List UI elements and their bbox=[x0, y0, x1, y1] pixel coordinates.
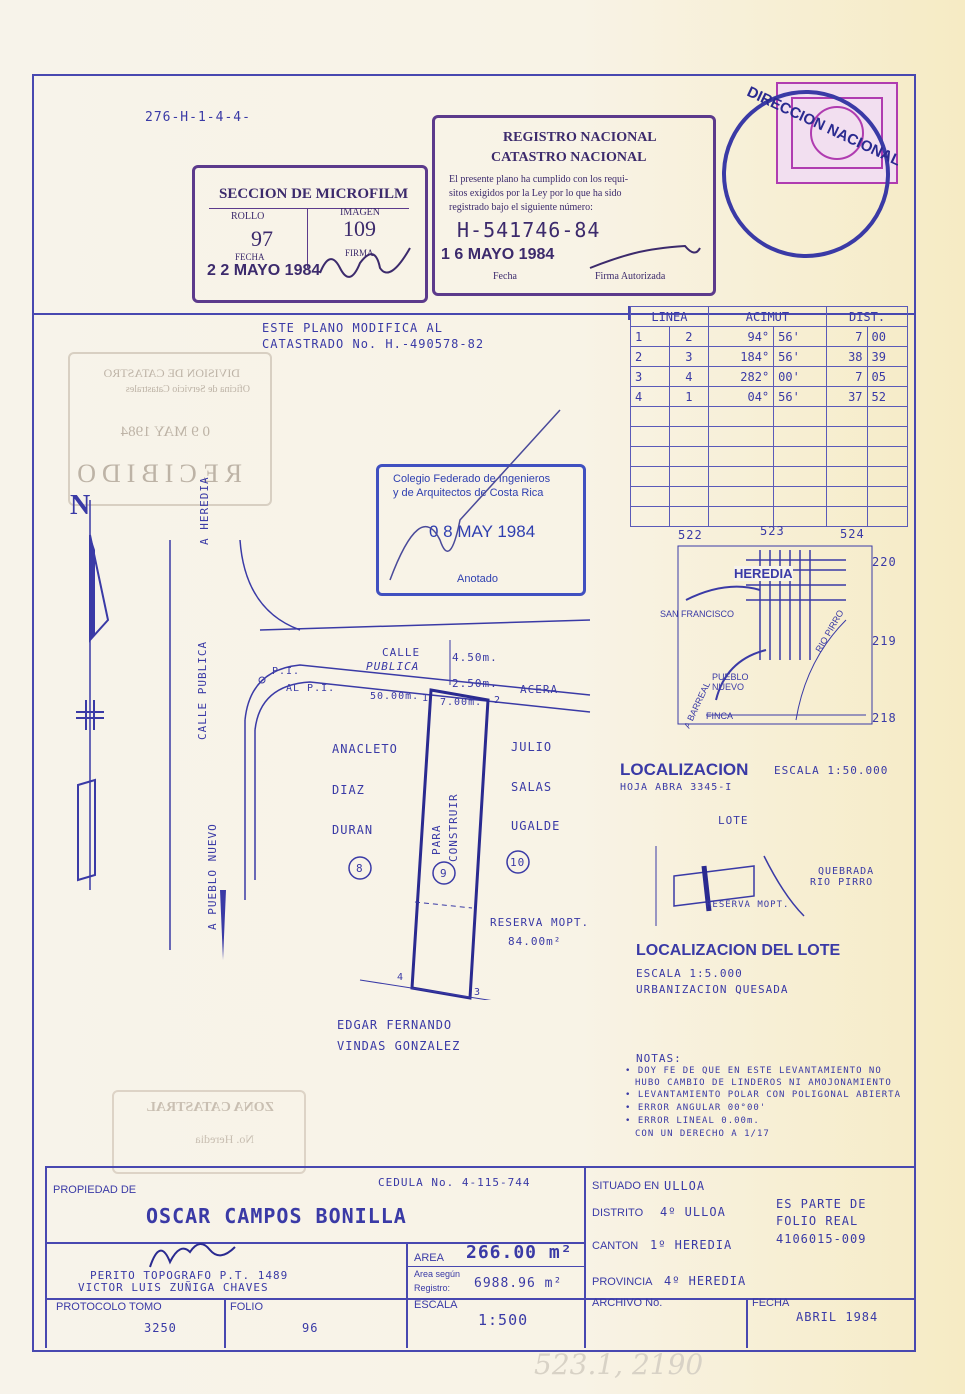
localizacion-title: LOCALIZACION bbox=[620, 760, 749, 779]
registro-stamp: REGISTRO NACIONAL CATASTRO NACIONAL El presente plano ha cumplido con los requi- sitos exigidos por la Ley por lo que ha sido registrado bajo el siguiente número: H-541746-84 1 6 MAYO 1984 Fecha Firma Autorizada bbox=[432, 115, 716, 296]
table-row: 1 2 94° 56' 7 00 bbox=[631, 327, 908, 347]
seal-text: DIRECCION NACIONAL bbox=[744, 83, 904, 170]
colegio-stamp: Colegio Federado de Ingenieros y de Arquitectos de Costa Rica 0 8 MAY 1984 Anotado bbox=[376, 464, 586, 596]
microfilm-title: SECCION DE MICROFILM bbox=[219, 186, 409, 202]
microfilm-signature-icon bbox=[315, 238, 415, 288]
owner-name: OSCAR CAMPOS BONILLA bbox=[146, 1204, 407, 1228]
lote-location-title: LOCALIZACION DEL LOTE bbox=[636, 942, 841, 959]
registro-signature-icon bbox=[585, 228, 705, 278]
table-row: 2 3 184° 56' 38 39 bbox=[631, 347, 908, 367]
lot-location-map bbox=[654, 836, 814, 926]
rollo-value: 97 bbox=[251, 226, 273, 251]
microfilm-stamp: SECCION DE MICROFILM ROLLO IMAGEN 97 109 FECHA FIRMA 2 2 MAYO 1984 bbox=[192, 165, 428, 303]
table-row: 3 4 282° 00' 7 05 bbox=[631, 367, 908, 387]
table-row: 4 1 04° 56' 37 52 bbox=[631, 387, 908, 407]
registro-date: 1 6 MAYO 1984 bbox=[441, 246, 555, 263]
imagen-value: 109 bbox=[343, 216, 376, 241]
registro-number: H-541746-84 bbox=[457, 218, 601, 242]
microfilm-date: 2 2 MAYO 1984 bbox=[207, 262, 321, 279]
colegio-date: 0 8 MAY 1984 bbox=[429, 522, 536, 541]
footer-handwritten: 523.1, 2190 bbox=[534, 1348, 704, 1381]
azimut-table: LINEA ACIMUT DIST. 1 2 94° 56' 7 00 2 3 184° 56' 38 39 3 4 282° 00' 7 05 4 1 04° 56' 37 52 bbox=[630, 306, 908, 527]
recibido-stamp: DIVISION DE CATASTRO Oficina de Servicio Catastrales 0 9 MAY 1984 RECIBIDO bbox=[68, 352, 272, 506]
north-label: N bbox=[70, 490, 91, 521]
area-value: 266.00 m² bbox=[466, 1242, 573, 1263]
zona-catastral-stamp: ZONA CATASTRAL No. Heredia bbox=[112, 1090, 306, 1174]
plan-code: 276-H-1-4-4- bbox=[145, 110, 251, 125]
